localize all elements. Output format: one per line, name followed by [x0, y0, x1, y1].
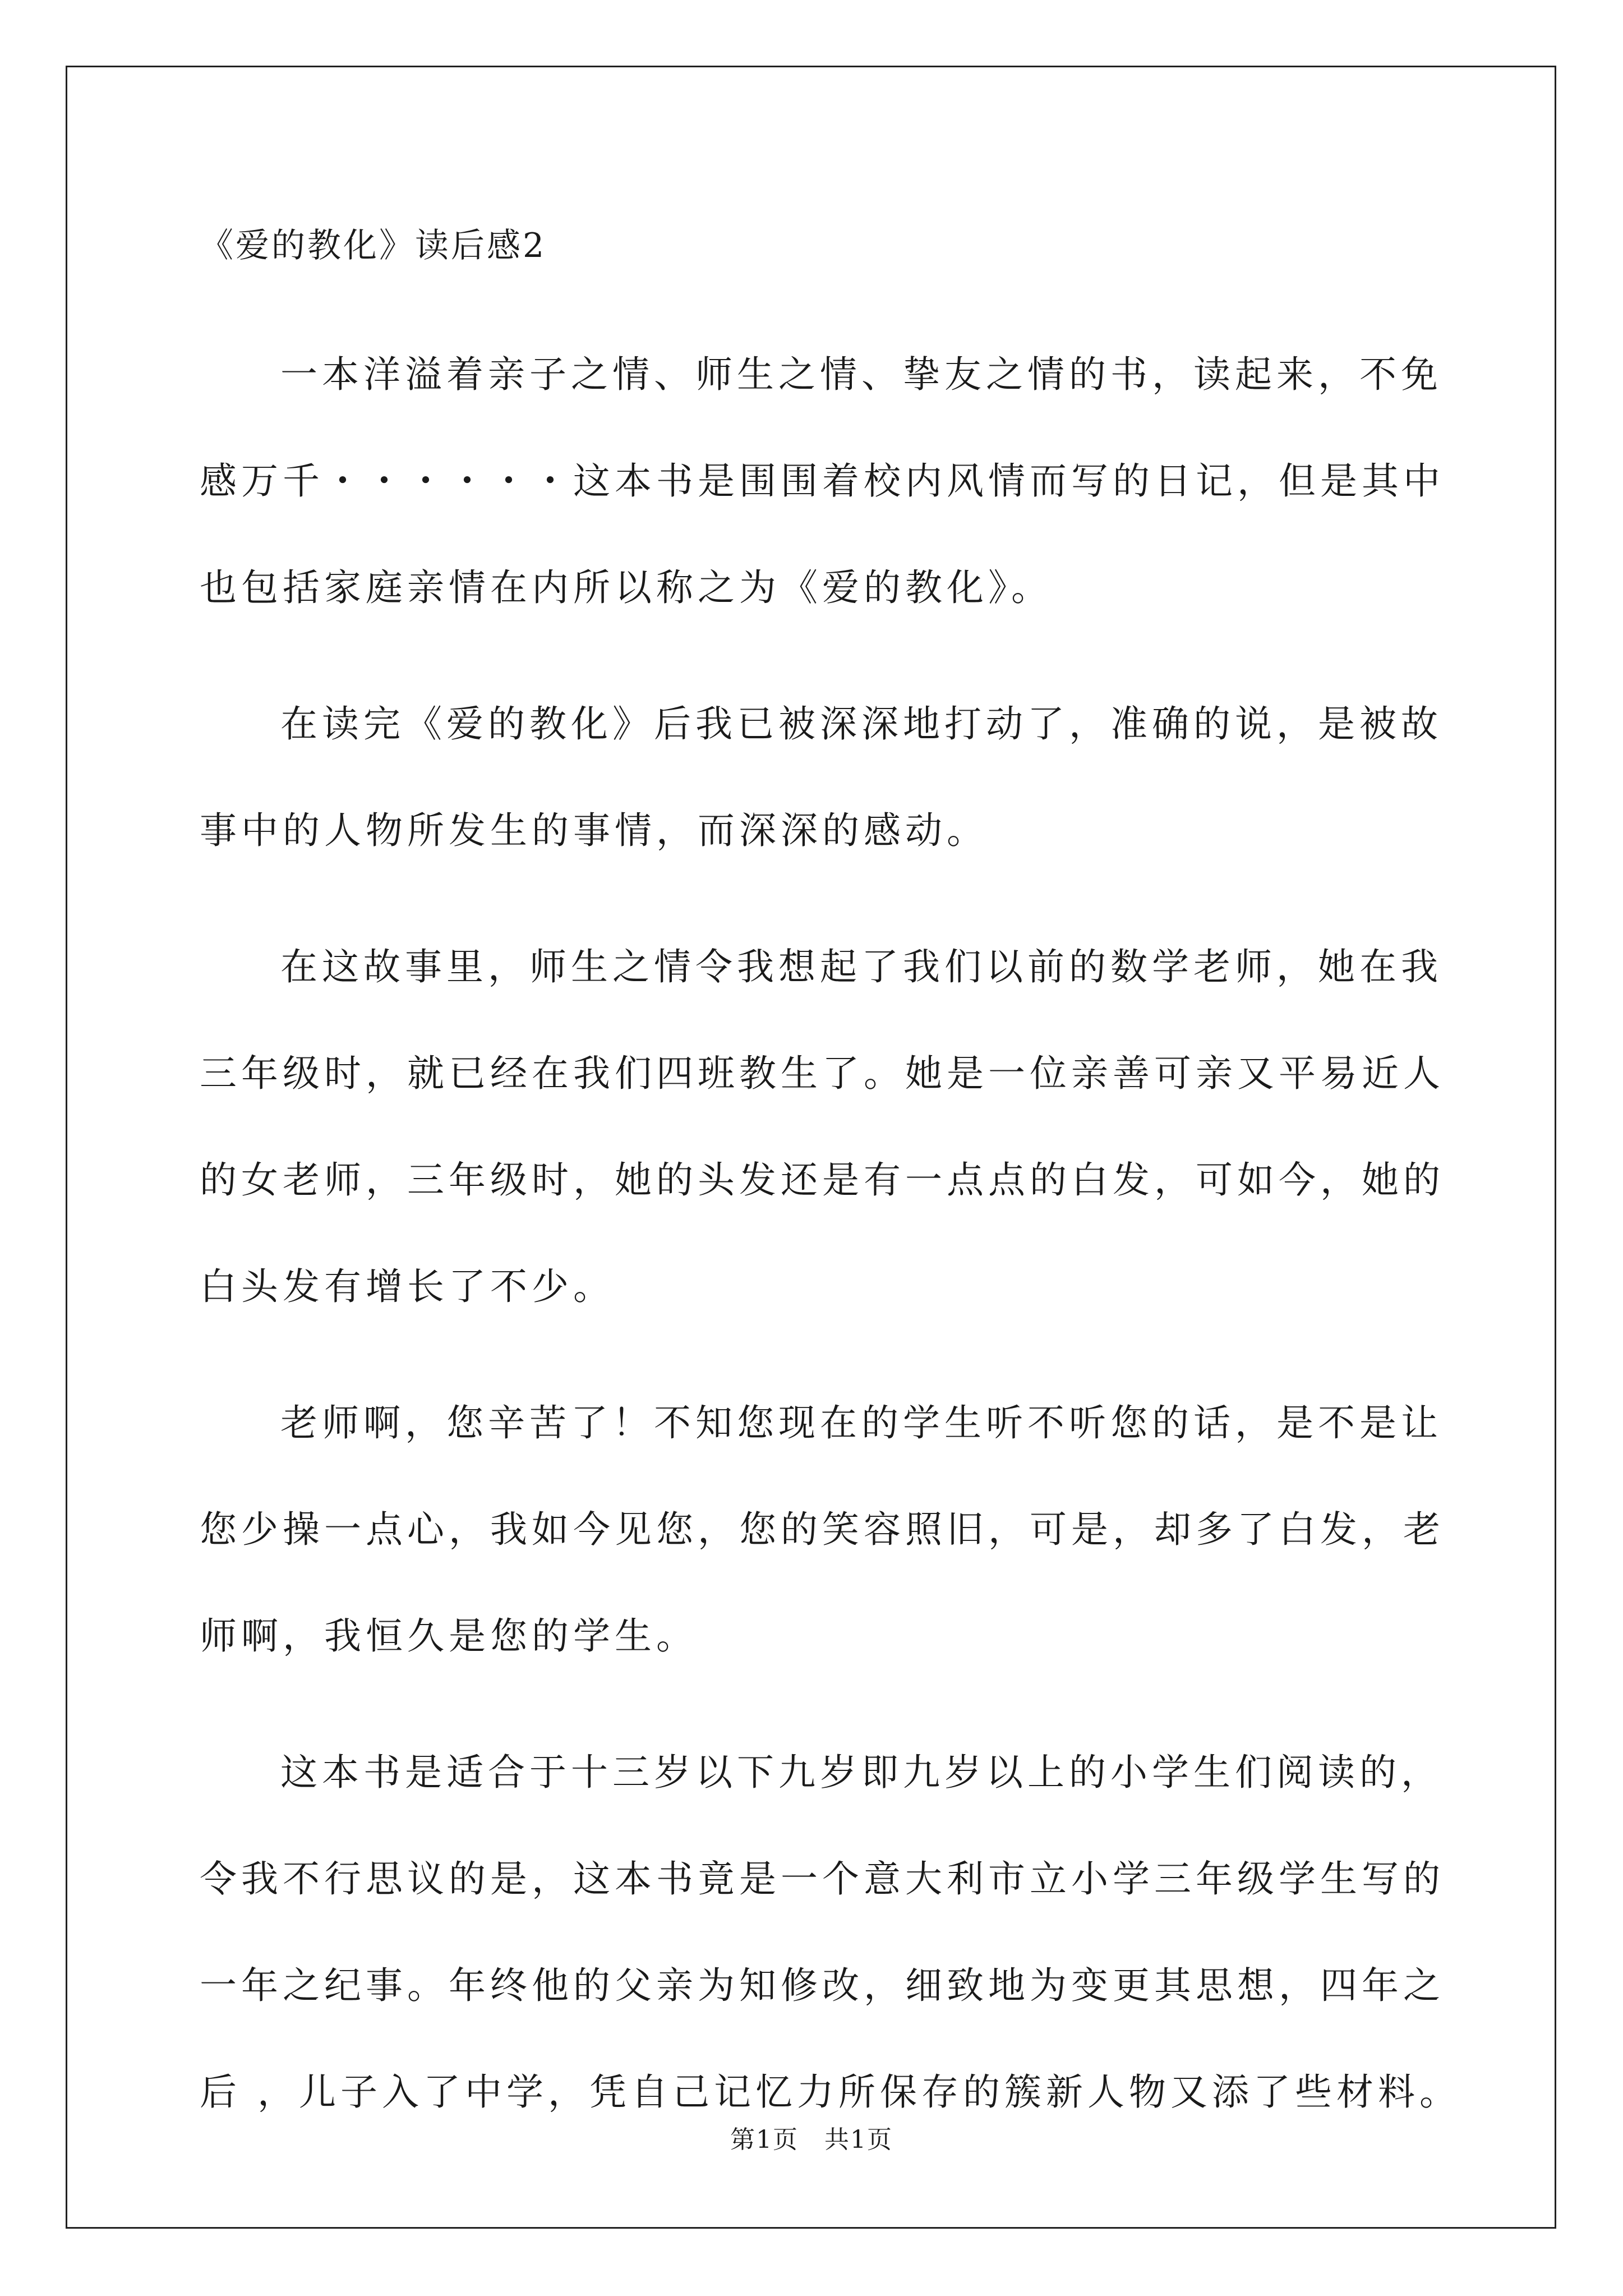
paragraph-line: 后 ，儿子入了中学，凭自己记忆力所保存的簇新人物又添了些材料。: [200, 2070, 1461, 2114]
paragraph-line: 您少操一点心，我如今见您，您的笑容照旧，可是，却多了白发，老: [200, 1508, 1445, 1551]
paragraph-1: [200, 321, 1445, 641]
paragraph-line: 的女老师，三年级时，她的头发还是有一点点的白发，可如今，她的: [200, 1158, 1445, 1202]
paragraph-line: 也包括家庭亲情在内所以称之为《爱的教化》。: [200, 566, 1053, 609]
paragraph-4: [200, 1370, 1445, 1690]
paragraph-line: 三年级时，就已经在我们四班教生了。她是一位亲善可亲又平易近人: [200, 1052, 1445, 1095]
paragraph-line: 老师啊，您辛苦了！不知您现在的学生听不听您的话，是不是让: [280, 1401, 1442, 1444]
paragraph-line: 一本洋溢着亲子之情、师生之情、挚友之情的书，读起来，不免: [280, 353, 1442, 396]
paragraph-line: 白头发有增长了不少。: [200, 1265, 615, 1308]
paragraph-2: [200, 671, 1442, 884]
document-title: 《爱的教化》读后感2: [200, 226, 547, 265]
paragraph-line: 师啊，我恒久是您的学生。: [200, 1614, 698, 1658]
paragraph-line: 感万千・・・・・・这本书是围围着校内风情而写的日记，但是其中: [200, 459, 1445, 503]
paragraph-3: [200, 914, 1445, 1340]
paragraph-line: 在读完《爱的教化》后我已被深深地打动了，准确的说，是被故: [280, 702, 1442, 746]
page-footer: [0, 2123, 1623, 2157]
paragraph-line: 在这故事里，师生之情令我想起了我们以前的数学老师，她在我: [280, 945, 1442, 988]
paragraph-line: 令我不行思议的是，这本书竟是一个意大利市立小学三年级学生写的: [200, 1857, 1445, 1901]
paragraph-line: 一年之纪事。年终他的父亲为知修改，细致地为变更其思想，四年之: [200, 1964, 1445, 2007]
document-body: [200, 321, 1461, 2175]
page-number: 第1页 共1页: [730, 2125, 893, 2154]
paragraph-5: [200, 1719, 1461, 2146]
paragraph-line: 这本书是适合于十三岁以下九岁即九岁以上的小学生们阅读的，: [280, 1751, 1442, 1794]
paragraph-line: 事中的人物所发生的事情，而深深的感动。: [200, 809, 988, 852]
